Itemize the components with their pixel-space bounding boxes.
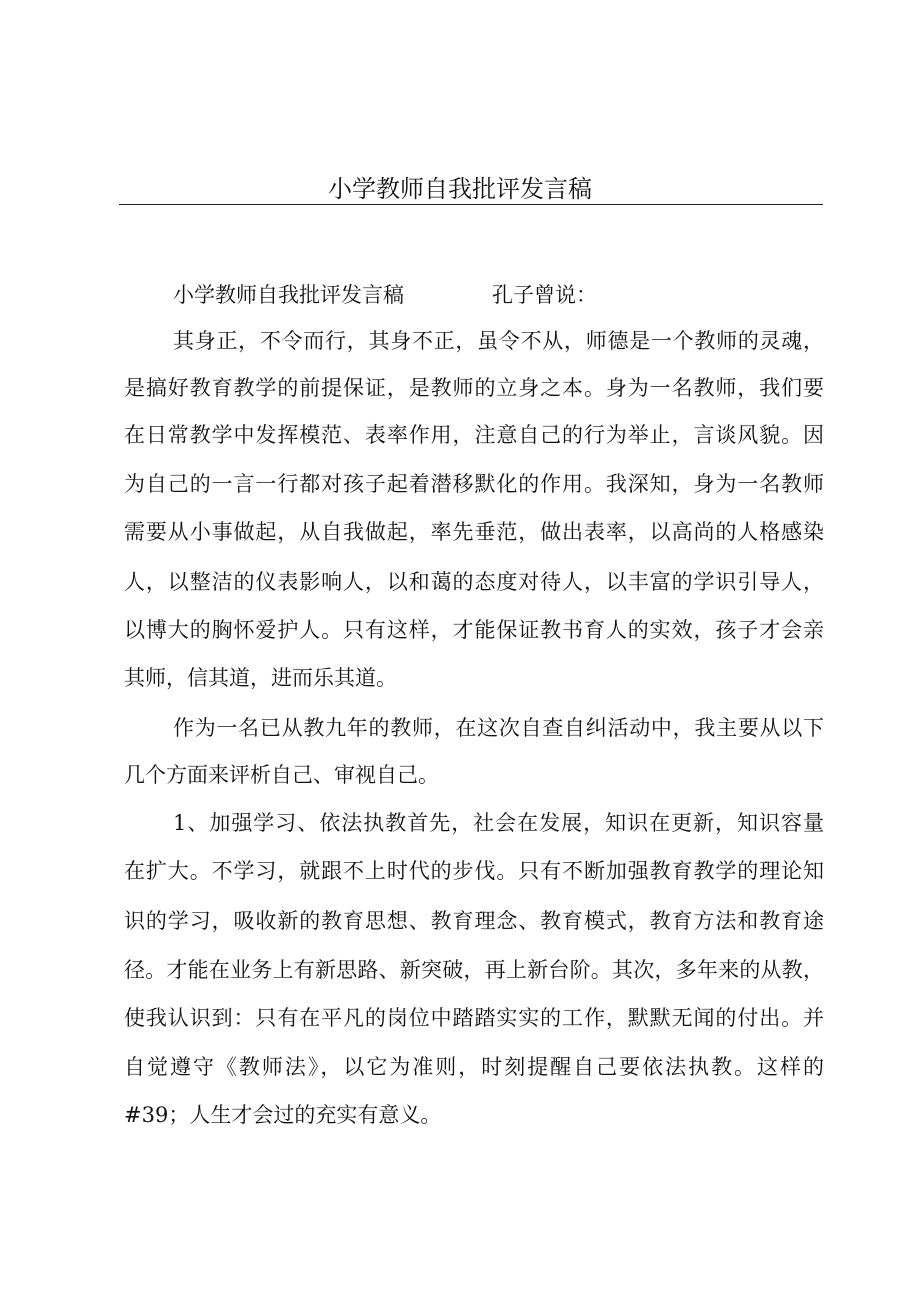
paragraph-line: 在日常教学中发挥模范、表率作用，注意自己的行为举止，言谈风貌。因: [124, 423, 824, 447]
paragraph-line: 径。才能在业务上有新思路、新突破，再上新台阶。其次，多年来的从教，: [124, 958, 824, 982]
paragraph-line: 是搞好教育教学的前提保证，是教师的立身之本。身为一名教师，我们要: [124, 376, 824, 400]
paragraph-line: 自觉遵守《教师法》，以它为准则，时刻提醒自己要依法执教。这样的: [124, 1055, 824, 1079]
paragraph-line: 1、加强学习、依法执教首先，社会在发展，知识在更新，知识容量: [173, 811, 824, 835]
paragraph-line: #39；人生才会过的充实有意义。: [124, 1103, 442, 1127]
title-underline: [119, 204, 823, 205]
paragraph-line: 其师，信其道，进而乐其道。: [124, 666, 397, 690]
paragraph-line: 人，以整洁的仪表影响人，以和蔼的态度对待人，以丰富的学识引导人，: [124, 570, 824, 594]
paragraph-line: 作为一名已从教九年的教师，在这次自查自纠活动中，我主要从以下: [173, 716, 824, 740]
paragraph-line: 其身正，不令而行，其身不正，虽令不从，师德是一个教师的灵魂，: [173, 329, 824, 353]
intro-label: 小学教师自我批评发言稿: [173, 283, 404, 307]
paragraph-line: 几个方面来评析自己、审视自己。: [124, 763, 439, 787]
paragraph-line: 为自己的一言一行都对孩子起着潜移默化的作用。我深知，身为一名教师: [124, 472, 824, 496]
paragraph-line: 需要从小事做起，从自我做起，率先垂范，做出表率，以高尚的人格感染: [124, 520, 824, 544]
document-title: 小学教师自我批评发言稿: [328, 175, 592, 203]
paragraph-line: 在扩大。不学习，就跟不上时代的步伐。只有不断加强教育教学的理论知: [124, 859, 824, 883]
paragraph-line: 使我认识到：只有在平凡的岗位中踏踏实实的工作，默默无闻的付出。并: [124, 1006, 824, 1030]
quote-lead: 孔子曾说：: [492, 283, 597, 307]
paragraph-line: 识的学习，吸收新的教育思想、教育理念、教育模式，教育方法和教育途: [124, 909, 824, 933]
paragraph-line: 以博大的胸怀爱护人。只有这样，才能保证教书育人的实效，孩子才会亲: [124, 618, 824, 642]
intro-line: [173, 280, 824, 310]
